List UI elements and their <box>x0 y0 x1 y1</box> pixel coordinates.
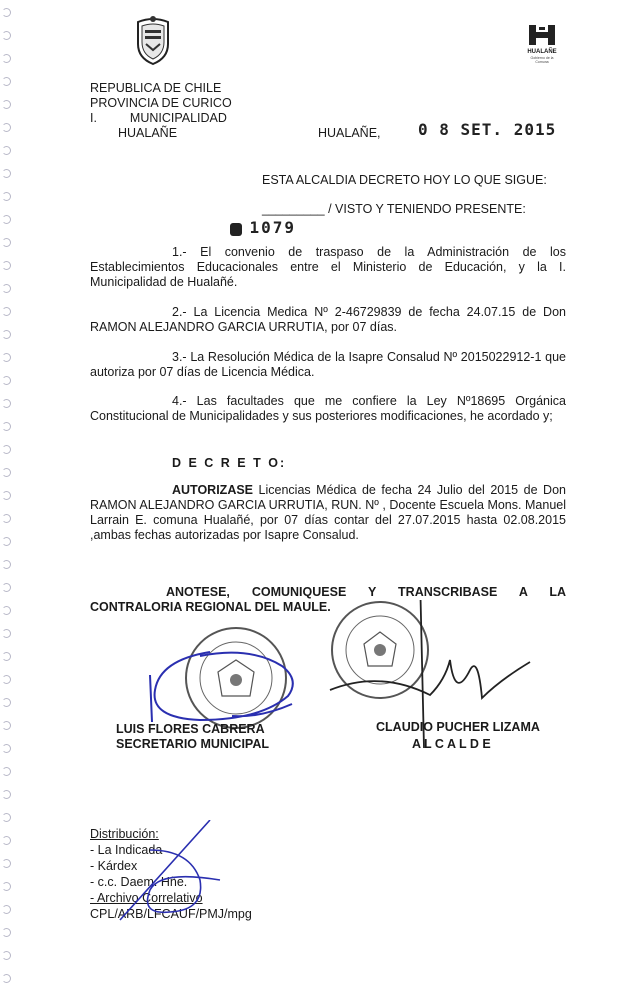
decree-number-stamp <box>230 218 296 237</box>
binder-hole <box>2 238 11 247</box>
visto-2 <box>90 305 566 335</box>
header-republica: REPUBLICA DE CHILE <box>90 81 222 95</box>
hualane-h-icon <box>527 24 557 46</box>
binder-hole <box>2 537 11 546</box>
visto-label: / VISTO Y TENIENDO PRESENTE: <box>328 202 526 216</box>
distribution-scribble-icon <box>90 820 250 930</box>
autorizase-text: Licencias Médica de fecha 24 Julio del 2015 de Don RAMON ALEJANDRO GARCIA URRUTIA, RUN. Nº , Docente Escuela Mons. Manuel Larrain E. comuna Hualañé, por 07 días contar del 27.07.2015 hasta 02.08.2015 ,ambas fechas autorizadas por Isapre Consalud. <box>90 483 566 542</box>
header-provincia: PROVINCIA DE CURICO <box>90 96 232 110</box>
visto-2-text: La Licencia Medica Nº 2-46729839 de fecha 24.07.15 de Don RAMON ALEJANDRO GARCIA URRUTIA, por 07 días. <box>90 305 566 334</box>
binder-hole <box>2 859 11 868</box>
seal-left-icon <box>186 628 286 728</box>
distribucion-title: Distribución: <box>90 827 159 841</box>
binder-hole <box>2 31 11 40</box>
signature-left-role: SECRETARIO MUNICIPAL <box>116 737 270 751</box>
binder-hole <box>2 353 11 362</box>
visto-4-text: Las facultades que me confiere la Ley Nº18695 Orgánica Constitucional de Municipalidades y sus posteriores modificaciones, he acordado y; <box>90 394 566 423</box>
header-municipalidad <box>90 111 310 126</box>
visto-1-num: 1.- <box>172 245 187 259</box>
binder-hole <box>2 399 11 408</box>
distribucion-initials: CPL/ARB/LFCAUF/PMJ/mpg <box>90 907 252 921</box>
visto-1 <box>90 245 566 290</box>
decree-bullet-icon <box>230 223 242 236</box>
visto-3 <box>90 350 566 380</box>
distribucion-item-4: - Archivo Correlativo <box>90 891 203 905</box>
binder-hole <box>2 951 11 960</box>
signature-area <box>0 600 640 750</box>
anotese-paragraph: ANOTESE, COMUNIQUESE Y TRANSCRIBASE A LA CONTRALORIA REGIONAL DEL MAULE. <box>90 585 566 614</box>
binder-hole <box>2 836 11 845</box>
visto-1-text: El convenio de traspaso de la Administración de los Establecimientos Educacionales entre el Ministerio de Educación, y la I. Municipalidad de Hualañé. <box>90 245 566 289</box>
autorizase-paragraph <box>90 483 566 543</box>
binder-hole <box>2 169 11 178</box>
visto-blank: _________ <box>262 202 325 216</box>
hualane-logo <box>524 24 560 62</box>
distribucion-item-3: - c.c. Daem. Hñe. <box>90 875 188 889</box>
coat-of-arms-logo <box>132 14 174 66</box>
visto-3-num: 3.- <box>172 350 187 364</box>
signature-right-name: CLAUDIO PUCHER LIZAMA <box>376 720 540 734</box>
binder-hole <box>2 261 11 270</box>
autorizase-keyword: AUTORIZASE <box>172 483 254 497</box>
distribucion-item-2: - Kárdex <box>90 859 138 873</box>
binder-hole <box>2 882 11 891</box>
logo-brand: HUALAÑE <box>527 49 557 55</box>
binder-hole <box>2 215 11 224</box>
decreto-title: D E C R E T O: <box>172 456 287 470</box>
header-municipalidad-label: MUNICIPALIDAD <box>129 111 227 125</box>
decree-number: 1079 <box>249 218 297 237</box>
binder-hole <box>2 422 11 431</box>
binder-hole <box>2 100 11 109</box>
binder-hole <box>2 468 11 477</box>
distribucion-item-1: - La Indicada <box>90 843 163 857</box>
visto-4-num: 4.- <box>172 394 187 408</box>
binder-hole <box>2 560 11 569</box>
visto-2-num: 2.- <box>172 305 187 319</box>
city-label: HUALAÑE, <box>318 126 381 140</box>
binder-hole <box>2 146 11 155</box>
logo-tagline: Gobierno de la Comuna <box>530 56 554 64</box>
binder-holes <box>0 0 14 983</box>
binder-hole <box>2 491 11 500</box>
binder-hole <box>2 8 11 17</box>
binder-hole <box>2 767 11 776</box>
binder-hole <box>2 514 11 523</box>
binder-hole <box>2 583 11 592</box>
binder-hole <box>2 284 11 293</box>
binder-hole <box>2 376 11 385</box>
binder-hole <box>2 974 11 983</box>
binder-hole <box>2 307 11 316</box>
header-block <box>90 81 310 141</box>
binder-hole <box>2 928 11 937</box>
visto-3-text: La Resolución Médica de la Isapre Consalud Nº 2015022912-1 que autoriza por 07 días de Licencia Médica. <box>90 350 566 379</box>
binder-hole <box>2 790 11 799</box>
visto-4 <box>90 394 566 424</box>
binder-hole <box>2 330 11 339</box>
binder-hole <box>2 77 11 86</box>
binder-hole <box>2 445 11 454</box>
alcaldia-line: ESTA ALCALDIA DECRETO HOY LO QUE SIGUE: <box>262 173 547 187</box>
binder-hole <box>2 813 11 822</box>
date-stamp: 0 8 SET. 2015 <box>418 120 557 139</box>
signature-right-role: A L C A L D E <box>412 737 491 751</box>
binder-hole <box>2 905 11 914</box>
header-hualane: HUALAÑE <box>118 126 178 140</box>
visto-line <box>262 202 526 216</box>
binder-hole <box>2 123 11 132</box>
seal-right-icon <box>332 602 428 698</box>
signature-left-name: LUIS FLORES CABRERA <box>116 722 265 736</box>
header-i-prefix: I. <box>90 111 97 125</box>
binder-hole <box>2 192 11 201</box>
binder-hole <box>2 54 11 63</box>
signature-left-icon <box>150 652 293 722</box>
